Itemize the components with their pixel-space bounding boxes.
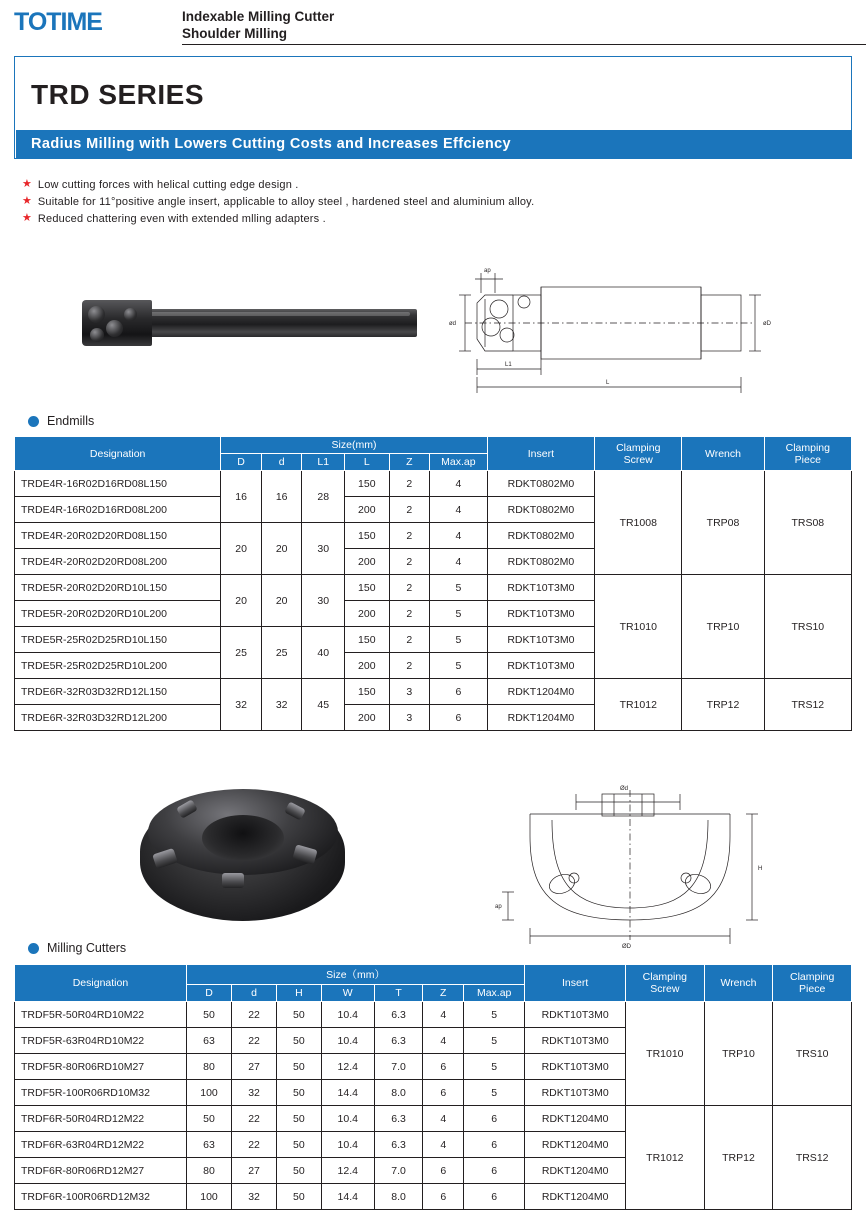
- cell-designation: TRDE5R-20R02D20RD10L200: [15, 601, 221, 627]
- logo-to: TO: [14, 8, 47, 36]
- feature-list: [22, 178, 842, 229]
- cell-W: 10.4: [321, 1002, 374, 1028]
- cell-T: 6.3: [374, 1132, 423, 1158]
- cell-T: 6.3: [374, 1028, 423, 1054]
- cell-T: 6.3: [374, 1106, 423, 1132]
- drawing-label-ap: ap: [484, 268, 491, 274]
- cell-D: 25: [221, 627, 262, 679]
- cell-d: 22: [232, 1106, 277, 1132]
- drawing-label-D: ØD: [622, 944, 631, 950]
- cutter-bore: [202, 815, 284, 861]
- cell-L: 200: [345, 549, 390, 575]
- th-clamping-screw-l2: Screw: [650, 983, 680, 995]
- cell-maxap: 4: [430, 523, 488, 549]
- th-size-group: Size（mm）: [186, 965, 524, 985]
- cell-H: 50: [276, 1106, 321, 1132]
- cell-H: 50: [276, 1132, 321, 1158]
- drawing-label-D: øD: [763, 321, 771, 327]
- cell-Z: 2: [389, 549, 429, 575]
- cell-maxap: 6: [464, 1184, 525, 1210]
- cell-designation: TRDF6R-50R04RD12M22: [15, 1106, 187, 1132]
- table-head: [15, 965, 852, 1002]
- header-line-2: Shoulder Milling: [182, 26, 287, 41]
- feature-text: Reduced chattering even with extended mlling adapters .: [37, 213, 326, 225]
- drawing-label-L1: L1: [505, 362, 512, 368]
- cell-L1: 45: [302, 679, 345, 731]
- cell-W: 12.4: [321, 1054, 374, 1080]
- th-insert: Insert: [525, 965, 626, 1002]
- table-head: [15, 437, 852, 471]
- cell-d: 20: [261, 523, 302, 575]
- title-banner: [16, 130, 852, 159]
- cell-insert: RDKT1204M0: [525, 1158, 626, 1184]
- th-size-T: T: [374, 985, 423, 1002]
- table-body: [15, 471, 852, 731]
- cell-L: 150: [345, 523, 390, 549]
- cell-D: 80: [186, 1158, 231, 1184]
- cell-maxap: 6: [430, 705, 488, 731]
- cell-insert: RDKT10T3M0: [525, 1028, 626, 1054]
- cell-designation: TRDF6R-100R06RD12M32: [15, 1184, 187, 1210]
- brand-logo: [14, 10, 102, 35]
- list-item: [22, 195, 842, 209]
- cell-Z: 2: [389, 575, 429, 601]
- cell-designation: TRDE5R-20R02D20RD10L150: [15, 575, 221, 601]
- cell-Z: 6: [423, 1158, 464, 1184]
- cell-d: 27: [232, 1158, 277, 1184]
- cell-Z: 2: [389, 497, 429, 523]
- th-wrench: Wrench: [704, 965, 773, 1002]
- milling-cutter-product-photo: [118, 785, 368, 935]
- cell-Z: 6: [423, 1080, 464, 1106]
- th-clamping-screw: [626, 965, 705, 1002]
- cell-designation: TRDE6R-32R03D32RD12L200: [15, 705, 221, 731]
- list-item: [22, 212, 842, 226]
- cell-L1: 30: [302, 523, 345, 575]
- cell-screw: TR1012: [595, 679, 682, 731]
- th-size-H: H: [276, 985, 321, 1002]
- cell-L: 200: [345, 601, 390, 627]
- section-title: Endmills: [47, 414, 95, 428]
- cell-H: 50: [276, 1028, 321, 1054]
- cell-insert: RDKT10T3M0: [487, 575, 594, 601]
- cell-insert: RDKT10T3M0: [487, 627, 594, 653]
- cell-insert: RDKT10T3M0: [525, 1054, 626, 1080]
- page-title: TRD SERIES: [31, 79, 205, 110]
- cell-W: 10.4: [321, 1106, 374, 1132]
- th-clamping-screw-l1: Clamping: [616, 441, 661, 454]
- cell-L1: 40: [302, 627, 345, 679]
- th-clamping-piece-l1: Clamping: [789, 971, 835, 983]
- th-designation: Designation: [15, 965, 187, 1002]
- bullet-dot-icon: [28, 416, 39, 427]
- cell-designation: TRDF6R-80R06RD12M27: [15, 1158, 187, 1184]
- cell-Z: 6: [423, 1054, 464, 1080]
- th-clamping-piece-l2: Piece: [794, 453, 821, 466]
- cell-D: 16: [221, 471, 262, 523]
- table-row: [15, 1106, 852, 1132]
- drawing-label-ap: ap: [495, 904, 502, 910]
- cell-Z: 3: [389, 705, 429, 731]
- cell-D: 20: [221, 575, 262, 627]
- cell-T: 8.0: [374, 1080, 423, 1106]
- cell-L: 150: [345, 627, 390, 653]
- cell-H: 50: [276, 1002, 321, 1028]
- insert-round: [90, 328, 104, 342]
- cell-insert: RDKT0802M0: [487, 497, 594, 523]
- cell-designation: TRDF5R-50R04RD10M22: [15, 1002, 187, 1028]
- cell-insert: RDKT1204M0: [487, 679, 594, 705]
- th-size-D: D: [186, 985, 231, 1002]
- cell-d: 22: [232, 1028, 277, 1054]
- cell-W: 10.4: [321, 1028, 374, 1054]
- cell-W: 14.4: [321, 1184, 374, 1210]
- cell-designation: TRDF5R-63R04RD10M22: [15, 1028, 187, 1054]
- cell-maxap: 5: [430, 601, 488, 627]
- cell-maxap: 6: [464, 1132, 525, 1158]
- cell-L: 150: [345, 471, 390, 497]
- cell-insert: RDKT1204M0: [525, 1132, 626, 1158]
- feature-text: Suitable for 11°positive angle insert, applicable to alloy steel , hardened steel and aluminium alloy.: [37, 196, 535, 208]
- cell-insert: RDKT1204M0: [525, 1106, 626, 1132]
- cell-wrench: TRP12: [682, 679, 764, 731]
- cell-Z: 2: [389, 627, 429, 653]
- cell-d: 22: [232, 1002, 277, 1028]
- endmill-product-photo: [40, 268, 400, 388]
- cell-maxap: 5: [430, 627, 488, 653]
- cell-Z: 2: [389, 523, 429, 549]
- cell-Z: 4: [423, 1002, 464, 1028]
- milling-cutters-table: [14, 964, 852, 1210]
- section-label-milling-cutters: [28, 941, 126, 955]
- cell-T: 6.3: [374, 1002, 423, 1028]
- th-insert: Insert: [487, 437, 594, 471]
- table-row: [15, 471, 852, 497]
- cell-H: 50: [276, 1054, 321, 1080]
- cell-designation: TRDE4R-20R02D20RD08L200: [15, 549, 221, 575]
- table-row: [15, 1002, 852, 1028]
- cell-W: 10.4: [321, 1132, 374, 1158]
- cell-D: 63: [186, 1028, 231, 1054]
- th-size-Z: Z: [423, 985, 464, 1002]
- cell-piece: TRS10: [764, 575, 851, 679]
- th-size-group: Size(mm): [221, 437, 487, 454]
- table-body: [15, 1002, 852, 1210]
- cell-designation: TRDE6R-32R03D32RD12L150: [15, 679, 221, 705]
- th-size-W: W: [321, 985, 374, 1002]
- cell-W: 14.4: [321, 1080, 374, 1106]
- cell-wrench: TRP10: [704, 1002, 773, 1106]
- star-icon: ★: [22, 195, 32, 207]
- cell-wrench: TRP08: [682, 471, 764, 575]
- th-size-maxap: Max.ap: [464, 985, 525, 1002]
- drawing-label-d: ød: [449, 321, 457, 327]
- th-wrench: Wrench: [682, 437, 764, 471]
- cell-maxap: 6: [464, 1106, 525, 1132]
- cell-L: 150: [345, 679, 390, 705]
- cell-D: 100: [186, 1080, 231, 1106]
- th-size-D: D: [221, 454, 262, 471]
- header-divider: [182, 44, 866, 45]
- cell-d: 25: [261, 627, 302, 679]
- cell-maxap: 5: [430, 653, 488, 679]
- cell-maxap: 4: [430, 549, 488, 575]
- cell-piece: TRS12: [773, 1106, 852, 1210]
- bullet-dot-icon: [28, 943, 39, 954]
- insert-round: [106, 320, 123, 337]
- cell-designation: TRDE5R-25R02D25RD10L150: [15, 627, 221, 653]
- cell-D: 50: [186, 1106, 231, 1132]
- cell-maxap: 5: [430, 575, 488, 601]
- drawing-label-L: L: [606, 380, 610, 386]
- cell-Z: 4: [423, 1106, 464, 1132]
- cell-designation: TRDE4R-16R02D16RD08L150: [15, 471, 221, 497]
- section-title: Milling Cutters: [47, 941, 127, 955]
- cell-designation: TRDF5R-100R06RD10M32: [15, 1080, 187, 1106]
- header-titles: [182, 8, 334, 42]
- cell-Z: 3: [389, 679, 429, 705]
- endmill-highlight: [135, 312, 410, 316]
- cell-screw: TR1010: [595, 575, 682, 679]
- cell-designation: TRDE4R-16R02D16RD08L200: [15, 497, 221, 523]
- star-icon: ★: [22, 212, 32, 224]
- cell-insert: RDKT10T3M0: [525, 1080, 626, 1106]
- cell-T: 8.0: [374, 1184, 423, 1210]
- cell-d: 32: [232, 1080, 277, 1106]
- th-clamping-piece-l1: Clamping: [785, 441, 830, 454]
- cell-screw: TR1010: [626, 1002, 705, 1106]
- cell-piece: TRS08: [764, 471, 851, 575]
- cell-maxap: 6: [430, 679, 488, 705]
- cell-designation: TRDF5R-80R06RD10M27: [15, 1054, 187, 1080]
- table-row: [15, 679, 852, 705]
- insert-round: [124, 308, 137, 321]
- cell-insert: RDKT1204M0: [487, 705, 594, 731]
- cell-maxap: 5: [464, 1054, 525, 1080]
- cell-Z: 2: [389, 471, 429, 497]
- cell-wrench: TRP12: [704, 1106, 773, 1210]
- cell-designation: TRDE5R-25R02D25RD10L200: [15, 653, 221, 679]
- title-banner-text: Radius Milling with Lowers Cutting Costs and Increases Effciency: [31, 136, 512, 152]
- cell-L: 200: [345, 497, 390, 523]
- cell-T: 7.0: [374, 1158, 423, 1184]
- title-box: [14, 56, 852, 159]
- th-size-d: d: [232, 985, 277, 1002]
- cell-D: 20: [221, 523, 262, 575]
- milling-cutter-technical-drawing: [490, 780, 770, 950]
- cell-L: 150: [345, 575, 390, 601]
- th-clamping-piece: [773, 965, 852, 1002]
- cell-maxap: 5: [464, 1002, 525, 1028]
- cell-L1: 30: [302, 575, 345, 627]
- cell-screw: TR1008: [595, 471, 682, 575]
- cell-D: 100: [186, 1184, 231, 1210]
- th-clamping-screw: [595, 437, 682, 471]
- cell-D: 63: [186, 1132, 231, 1158]
- cell-D: 80: [186, 1054, 231, 1080]
- th-designation: Designation: [15, 437, 221, 471]
- cell-D: 32: [221, 679, 262, 731]
- cell-maxap: 6: [464, 1158, 525, 1184]
- cell-Z: 6: [423, 1184, 464, 1210]
- cell-L1: 28: [302, 471, 345, 523]
- feature-text: Low cutting forces with helical cutting edge design .: [37, 179, 299, 191]
- section-label-endmills: [28, 414, 94, 428]
- th-clamping-screw-l1: Clamping: [642, 971, 688, 983]
- cell-insert: RDKT0802M0: [487, 523, 594, 549]
- cell-Z: 2: [389, 601, 429, 627]
- endmill-technical-drawing: [425, 265, 775, 395]
- th-clamping-piece: [764, 437, 851, 471]
- cell-d: 16: [261, 471, 302, 523]
- drawing-label-d: Ød: [620, 786, 629, 792]
- cell-W: 12.4: [321, 1158, 374, 1184]
- star-icon: ★: [22, 178, 32, 190]
- cell-designation: TRDF6R-63R04RD12M22: [15, 1132, 187, 1158]
- cell-designation: TRDE4R-20R02D20RD08L150: [15, 523, 221, 549]
- table-header-row: [15, 965, 852, 985]
- cell-D: 50: [186, 1002, 231, 1028]
- logo-time: TIME: [46, 8, 102, 36]
- cell-maxap: 4: [430, 497, 488, 523]
- cell-screw: TR1012: [626, 1106, 705, 1210]
- cell-Z: 4: [423, 1028, 464, 1054]
- th-size-L: L: [345, 454, 390, 471]
- cell-wrench: TRP10: [682, 575, 764, 679]
- cell-H: 50: [276, 1184, 321, 1210]
- insert-pocket: [222, 873, 244, 888]
- cell-H: 50: [276, 1158, 321, 1184]
- cell-insert: RDKT1204M0: [525, 1184, 626, 1210]
- cell-insert: RDKT10T3M0: [525, 1002, 626, 1028]
- th-size-maxap: Max.ap: [430, 454, 488, 471]
- table-row: [15, 575, 852, 601]
- list-item: [22, 178, 842, 192]
- cell-maxap: 5: [464, 1080, 525, 1106]
- cell-piece: TRS10: [773, 1002, 852, 1106]
- drawing-label-H: H: [758, 866, 763, 872]
- cell-L: 200: [345, 705, 390, 731]
- endmills-table: [14, 436, 852, 731]
- cell-insert: RDKT0802M0: [487, 471, 594, 497]
- cell-maxap: 4: [430, 471, 488, 497]
- cell-Z: 4: [423, 1132, 464, 1158]
- cell-insert: RDKT10T3M0: [487, 601, 594, 627]
- cell-T: 7.0: [374, 1054, 423, 1080]
- cell-piece: TRS12: [764, 679, 851, 731]
- th-size-d: d: [261, 454, 302, 471]
- header-line-1: Indexable Milling Cutter: [182, 9, 335, 24]
- cell-d: 32: [232, 1184, 277, 1210]
- cell-d: 27: [232, 1054, 277, 1080]
- th-size-L1: L1: [302, 454, 345, 471]
- cell-Z: 2: [389, 653, 429, 679]
- cell-insert: RDKT10T3M0: [487, 653, 594, 679]
- cell-L: 200: [345, 653, 390, 679]
- table-header-row: [15, 437, 852, 454]
- cell-d: 22: [232, 1132, 277, 1158]
- th-clamping-piece-l2: Piece: [799, 983, 826, 995]
- cell-H: 50: [276, 1080, 321, 1106]
- insert-round: [88, 306, 105, 323]
- cell-maxap: 5: [464, 1028, 525, 1054]
- cell-d: 32: [261, 679, 302, 731]
- page-header: [14, 8, 852, 48]
- th-clamping-screw-l2: Screw: [623, 453, 653, 466]
- cell-insert: RDKT0802M0: [487, 549, 594, 575]
- th-size-Z: Z: [389, 454, 429, 471]
- cell-d: 20: [261, 575, 302, 627]
